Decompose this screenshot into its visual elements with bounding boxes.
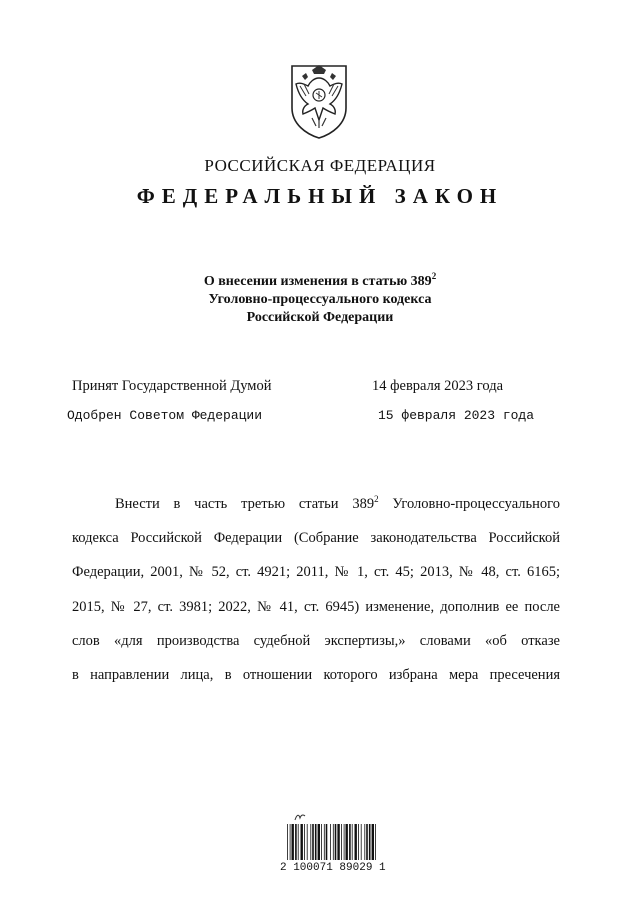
- law-title-line-2: Уголовно-процессуального кодекса: [208, 292, 432, 307]
- council-approval-label: Одобрен Советом Федерации: [67, 408, 263, 423]
- body-line-6: в направлении лица, в отношении которого избрана мера пресечения: [72, 667, 560, 684]
- russian-coat-of-arms-icon: [288, 62, 350, 140]
- body-line-3: Федерации, 2001, № 52, ст. 4921; 2011, № 1, ст. 45; 2013, № 48, ст. 6165;: [72, 564, 560, 581]
- barcode-icon: [286, 824, 378, 860]
- law-type-heading: ФЕДЕРАЛЬНЫЙ ЗАКОН: [136, 184, 504, 208]
- signature-mark-icon: [294, 812, 306, 822]
- duma-adoption-date: 14 февраля 2023 года: [372, 378, 504, 394]
- council-approval-date: 15 февраля 2023 года: [378, 408, 535, 423]
- duma-adoption-label: Принят Государственной Думой: [72, 378, 272, 394]
- body-line-2: кодекса Российской Федерации (Собрание законодательства Российской: [72, 530, 560, 547]
- country-name: РОССИЙСКАЯ ФЕДЕРАЦИЯ: [204, 156, 436, 175]
- body-line-1: Внести в часть третью статьи $389^2$ Уголовно-процессуального: [115, 494, 560, 512]
- body-line-4: 2015, № 27, ст. 3981; 2022, № 41, ст. 6945) изменение, дополнив ее после: [72, 598, 560, 615]
- body-line-5: слов «для производства судебной экспертизы,» словами «об отказе: [72, 632, 560, 649]
- law-title-line-1: О внесении изменения в статью $389^2$: [203, 271, 437, 289]
- barcode-number: 2 100071 89029 1: [280, 862, 386, 874]
- law-title: [0, 273, 640, 327]
- law-body-paragraph: [72, 487, 560, 692]
- law-title-line-3: Российской Федерации: [246, 310, 394, 325]
